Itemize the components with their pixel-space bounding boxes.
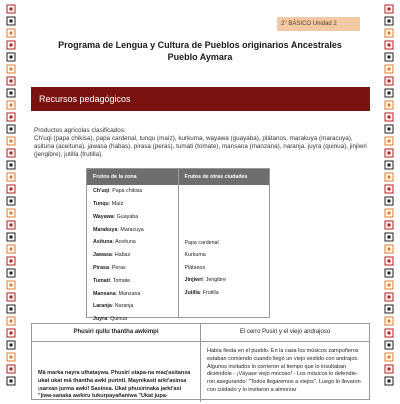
crop-aymara-name: Mansana — [93, 291, 116, 297]
andean-motif-icon — [384, 256, 394, 266]
crop-aymara-name: Ch'uqi — [93, 188, 110, 194]
crop-spanish-name: Frutilla — [202, 290, 219, 296]
crop-aymara-name: Jutilla — [184, 290, 200, 296]
andean-motif-icon — [384, 112, 394, 122]
story-table-header — [32, 324, 369, 342]
andean-motif-icon — [6, 184, 16, 194]
crop-spanish-name: Kurkuma — [184, 252, 206, 258]
crop-spanish-name: Papa chikisa — [112, 188, 143, 194]
crop-row: Mansana: Manzana — [93, 291, 141, 297]
story-text-spanish: Había fiesta en el pueblo. En la casa los músicos zampoñeros estaban comiendo cuando llegó un viejo vestido con andrajos. Algunos invitados lo corrieron al tiempo que lo insultaban diciéndole - ¡Váyase viejo mocoso! - Los músicos lo defendie-ron asegurando: "Todos llegaremos a viejos". Luego lo llevaron con cuidado y lo invitaron a almorzar — [207, 348, 361, 393]
andean-motif-icon — [384, 376, 394, 386]
andean-motif-icon — [384, 76, 394, 86]
story-title-aymara: Phusiri qullu thantha awkimpi — [32, 324, 201, 341]
andean-motif-icon — [6, 52, 16, 62]
crop-spanish-name: Manzana — [118, 291, 141, 297]
crop-row: Marakuya: Maracuya — [93, 227, 144, 233]
section-title-bar: Recursos pedagógicos — [31, 87, 370, 111]
crop-row: Juyra: Quinua — [93, 316, 128, 322]
andean-motif-icon — [384, 292, 394, 302]
crop-row: Tumati: Tomate — [93, 278, 131, 284]
andean-motif-icon — [6, 112, 16, 122]
crop-aymara-name: Marakuya — [93, 227, 118, 233]
crop-row: Ch'uqi: Papa chikisa — [93, 188, 143, 194]
andean-motif-icon — [6, 316, 16, 326]
andean-motif-icon — [6, 16, 16, 26]
andean-motif-icon — [384, 124, 394, 134]
page-title — [30, 39, 370, 63]
crop-row: Jutilla: Frutilla — [184, 290, 219, 296]
crop-row: Laranja: Naranja — [93, 303, 134, 309]
left-decorative-border — [0, 0, 22, 404]
story-title-spanish: El cerro Pusiri y el viejo andrajoso — [239, 329, 331, 335]
crop-spanish-name: Maíz — [111, 201, 124, 207]
crop-aymara-name: Juyra — [93, 316, 108, 322]
andean-motif-icon — [384, 364, 394, 374]
andean-motif-icon — [6, 292, 16, 302]
header-frutos-otras: Frutos de otras ciudades — [184, 174, 248, 180]
andean-motif-icon — [6, 88, 16, 98]
crop-aymara-name: Jawasa — [93, 252, 112, 258]
crop-spanish-name: Papa cardenal — [184, 240, 219, 246]
crop-spanish-name: Guayaba — [116, 214, 139, 220]
crop-aymara-name: Tumati — [93, 278, 110, 284]
crop-row: Pirasa: Peras — [93, 265, 126, 271]
andean-motif-icon — [6, 196, 16, 206]
header-frutos-zona: Frutos de la zona — [87, 169, 179, 185]
crop-spanish-name: Jengibre — [205, 277, 227, 283]
right-decorative-border — [378, 0, 400, 404]
grade-unit-badge: 2° BÁSICO Unidad 2 — [277, 17, 360, 31]
crop-aymara-name: Asituna — [93, 239, 113, 245]
crop-row: Jawasa: Habas — [93, 252, 131, 258]
andean-motif-icon — [6, 220, 16, 230]
andean-motif-icon — [6, 148, 16, 158]
andean-motif-icon — [384, 328, 394, 338]
andean-motif-icon — [384, 184, 394, 194]
andean-motif-icon — [6, 364, 16, 374]
crop-row — [185, 240, 219, 247]
crop-classification-table — [86, 168, 270, 322]
story-text-aymara: Mä marka nayra uthataywa. Phusiri utapa-na maq'asitanxa ukat ukat mä thantha awki purinti. Maynikasti arkt'asinsa ¡sarxan jurma awki! Sasinsa. Ukat phusirinaka jarkt'asi "jiwa-sanaka awkiru tukurpayañaniwa "Ukat jupa- — [32, 342, 201, 402]
andean-motif-icon — [384, 232, 394, 242]
andean-motif-icon — [384, 28, 394, 38]
crop-spanish-name: Habas — [114, 252, 131, 258]
andean-motif-icon — [6, 64, 16, 74]
andean-motif-icon — [6, 76, 16, 86]
andean-motif-icon — [6, 268, 16, 278]
title-line-1: Programa de Lengua y Cultura de Pueblos originarios Ancestrales — [58, 40, 342, 50]
andean-motif-icon — [6, 256, 16, 266]
crop-row: Jinjiwri: Jengibre — [184, 277, 227, 283]
andean-motif-icon — [6, 244, 16, 254]
crop-spanish-name: Peras — [111, 265, 126, 271]
andean-motif-icon — [6, 136, 16, 146]
andean-motif-icon — [384, 16, 394, 26]
andean-motif-icon — [6, 100, 16, 110]
andean-motif-icon — [6, 280, 16, 290]
andean-motif-icon — [384, 352, 394, 362]
andean-motif-icon — [6, 160, 16, 170]
crops-intro — [34, 127, 372, 159]
andean-motif-icon — [384, 280, 394, 290]
andean-motif-icon — [384, 172, 394, 182]
andean-motif-icon — [384, 304, 394, 314]
andean-motif-icon — [384, 340, 394, 350]
andean-motif-icon — [6, 208, 16, 218]
andean-motif-icon — [384, 40, 394, 50]
crop-column-otras — [179, 185, 270, 317]
andean-motif-icon — [6, 172, 16, 182]
crop-spanish-name: Naranja — [114, 303, 134, 309]
andean-motif-icon — [6, 232, 16, 242]
andean-motif-icon — [384, 160, 394, 170]
crops-label: Productos agrícolas clasificados: — [34, 127, 126, 134]
andean-motif-icon — [384, 88, 394, 98]
crop-row — [185, 265, 206, 272]
andean-motif-icon — [6, 304, 16, 314]
andean-motif-icon — [6, 124, 16, 134]
crop-aymara-name: Tunqu — [93, 201, 109, 207]
crop-aymara-name: Pirasa — [93, 265, 109, 271]
title-line-2: Pueblo Aymara — [167, 52, 233, 62]
andean-motif-icon — [6, 28, 16, 38]
andean-motif-icon — [384, 4, 394, 14]
crop-aymara-name: Wayawa — [93, 214, 114, 220]
andean-motif-icon — [6, 328, 16, 338]
andean-motif-icon — [384, 196, 394, 206]
crop-aymara-name: Laranja — [93, 303, 112, 309]
crop-row: Wayawa: Guayaba — [93, 214, 139, 220]
crop-spanish-name: Maracuya — [120, 227, 144, 233]
andean-motif-icon — [384, 136, 394, 146]
crop-row — [185, 252, 206, 259]
andean-motif-icon — [384, 52, 394, 62]
crop-spanish-name: Tomate — [112, 278, 131, 284]
crops-list-text: Ch'uqi (papa chikisa), papa cardenal, tunqu (maíz), kurkuma, wayawa (guayaba), plátanos, marakuya (maracuya), asituna (aceituna), jawasa (habas), pirasa (peras), tumati (tomate), mansana (manzana), naranja, juyra (quinua), jinjiwri (jengibre), jutilla (frutilla). — [34, 135, 367, 159]
andean-motif-icon — [384, 148, 394, 158]
andean-motif-icon — [6, 352, 16, 362]
andean-motif-icon — [384, 268, 394, 278]
crop-spanish-name: Aceituna — [115, 239, 136, 245]
andean-motif-icon — [384, 100, 394, 110]
andean-motif-icon — [6, 340, 16, 350]
crop-spanish-name: Plátanos — [184, 265, 206, 271]
crop-spanish-name: Quinua — [110, 316, 128, 322]
crop-column-zona — [87, 185, 179, 322]
andean-motif-icon — [6, 4, 16, 14]
crop-row: Asituna: Aceituna — [93, 239, 136, 245]
andean-motif-icon — [384, 316, 394, 326]
story-table — [31, 323, 370, 400]
crop-aymara-name: Jinjiwri — [184, 277, 203, 283]
andean-motif-icon — [384, 220, 394, 230]
crop-row: Tunqu: Maíz — [93, 201, 124, 207]
andean-motif-icon — [6, 376, 16, 386]
crop-table-header — [87, 169, 269, 185]
andean-motif-icon — [384, 208, 394, 218]
andean-motif-icon — [384, 64, 394, 74]
andean-motif-icon — [384, 244, 394, 254]
andean-motif-icon — [6, 40, 16, 50]
